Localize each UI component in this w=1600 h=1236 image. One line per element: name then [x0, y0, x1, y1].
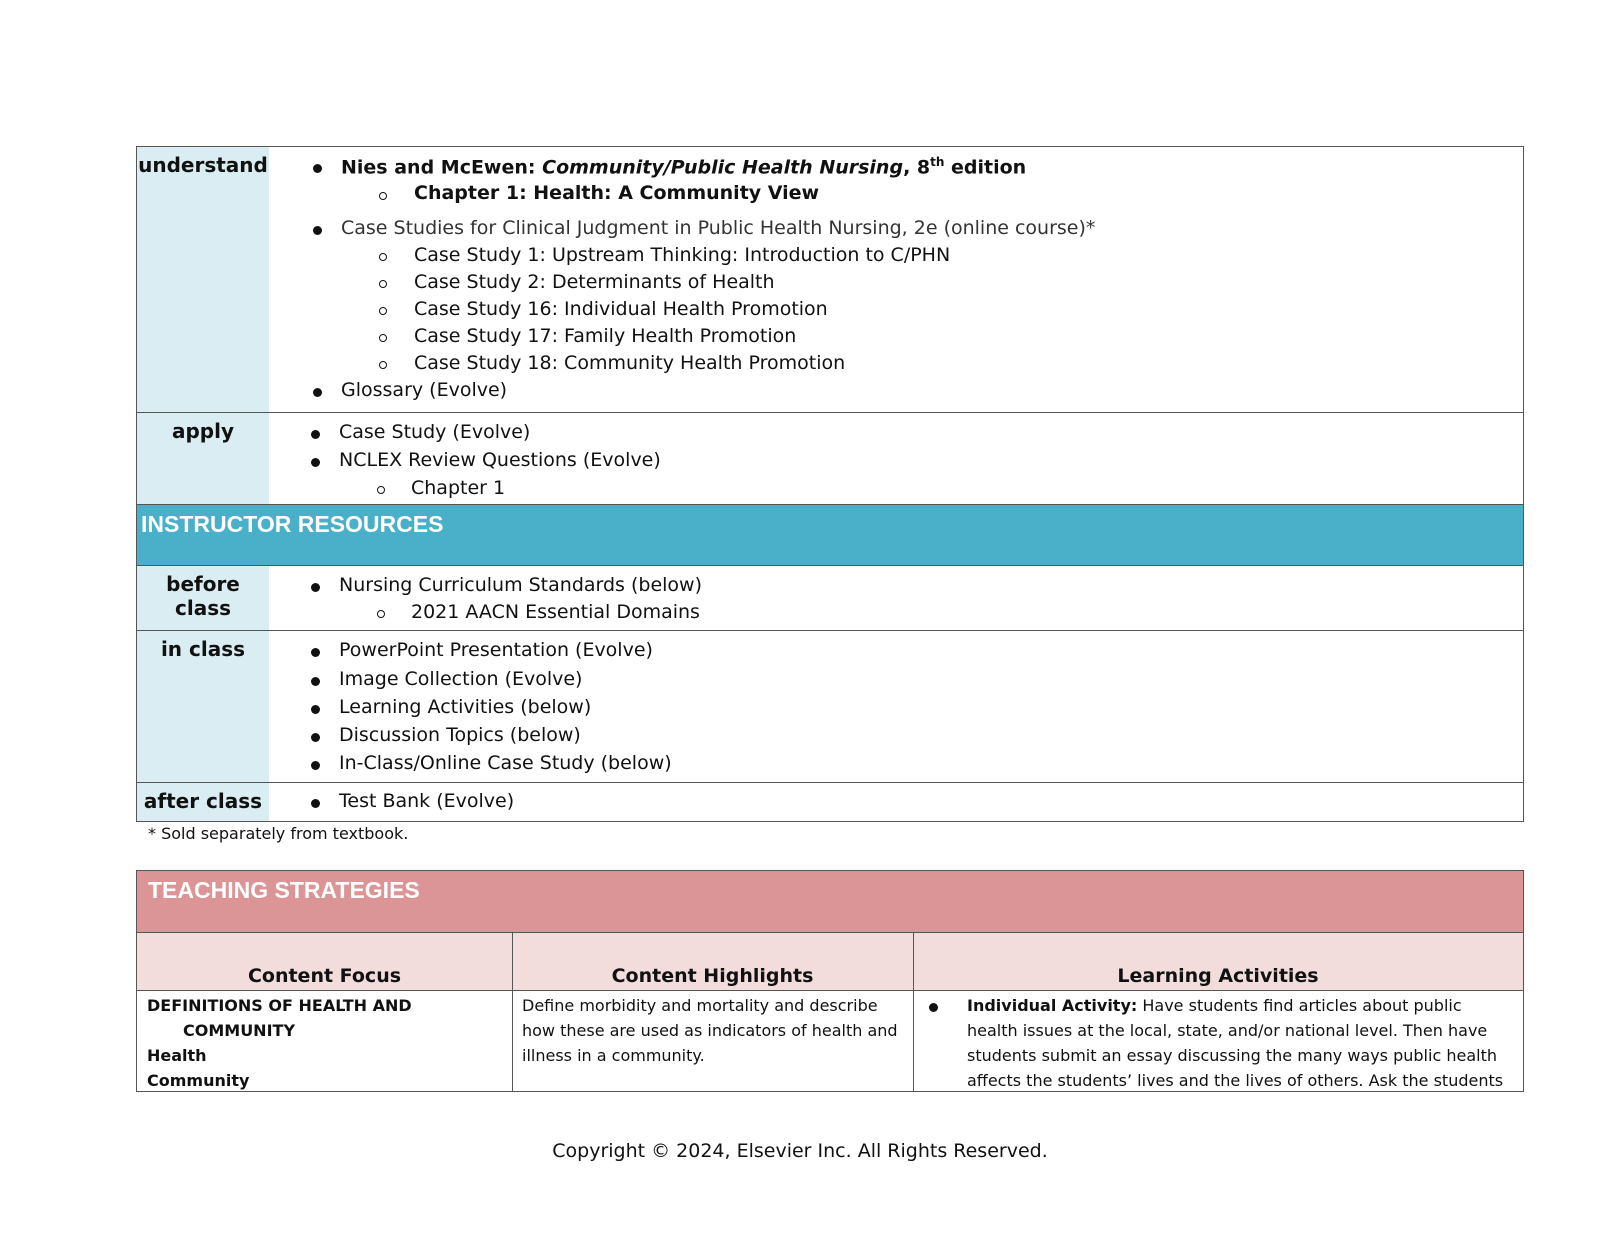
copyright-footer: Copyright © 2024, Elsevier Inc. All Rights Reserved. [552, 1140, 1048, 1162]
sub-bullet-icon [379, 361, 387, 369]
column-header-content-highlights: Content Highlights [512, 933, 913, 991]
bullet-icon [313, 388, 322, 397]
in-class-item: Image Collection (Evolve) [339, 668, 583, 690]
sub-bullet-icon [379, 334, 387, 342]
before-class-sub-item: 2021 AACN Essential Domains [411, 601, 700, 623]
case-study-item: Case Study 1: Upstream Thinking: Introduction to C/PHN [414, 244, 951, 266]
sub-bullet-icon [379, 280, 387, 288]
activity-text: Have students find articles about public health issues at the local, state, and/or national level. Then have students submit an essay discussing the many ways public health affects the students’ lives and the lives of others. Ask the students [967, 996, 1504, 1090]
content-focus-line: COMMUNITY [183, 1021, 296, 1040]
bullet-icon [311, 430, 320, 439]
before-class-item: Nursing Curriculum Standards (below) [339, 574, 703, 596]
bullet-icon [313, 226, 322, 235]
column-header-content-focus: Content Focus [137, 933, 512, 991]
after-class-item: Test Bank (Evolve) [339, 790, 515, 812]
teaching-strategies-heading: TEACHING STRATEGIES [137, 871, 1523, 933]
content-focus-line: Health [147, 1046, 207, 1065]
in-class-row [137, 631, 1523, 783]
sub-bullet-icon [377, 610, 385, 618]
case-course: Case Studies for Clinical Judgment in Public Health Nursing, 2e (online course)* [341, 217, 1096, 239]
bullet-icon [311, 458, 320, 467]
bullet-icon [311, 583, 320, 592]
content-focus-cell [137, 991, 512, 1091]
bullet-icon [311, 761, 320, 770]
case-study-item: Case Study 2: Determinants of Health [414, 271, 775, 293]
bullet-icon [929, 1003, 938, 1012]
bullet-icon [311, 705, 320, 714]
in-class-item: Learning Activities (below) [339, 696, 592, 718]
before-class-row [137, 566, 1523, 631]
in-class-item: In-Class/Online Case Study (below) [339, 752, 672, 774]
apply-row [137, 413, 1523, 505]
content-highlights-cell: Define morbidity and mortality and describe how these are used as indicators of health and illness in a community. [522, 996, 898, 1065]
row-label-after-class: after class [137, 783, 269, 821]
row-label-in-class: in class [137, 631, 269, 782]
sub-bullet-icon [379, 253, 387, 261]
teaching-strategies-table [136, 870, 1524, 1092]
sub-bullet-icon [377, 486, 385, 494]
bullet-icon [313, 164, 322, 173]
content-focus-line: Community [147, 1071, 250, 1090]
textbook-line: Nies and McEwen: Community/Public Health Nursing, 8th edition [341, 155, 1027, 179]
case-study-item: Case Study 17: Family Health Promotion [414, 325, 797, 347]
learning-activities-cell [913, 991, 1523, 1091]
understand-row [137, 147, 1523, 413]
apply-sub-item: Chapter 1 [411, 477, 506, 499]
bullet-icon [311, 648, 320, 657]
resources-table [136, 146, 1524, 822]
activity-label: Individual Activity: [967, 996, 1138, 1015]
apply-item: NCLEX Review Questions (Evolve) [339, 449, 661, 471]
column-header-learning-activities: Learning Activities [913, 933, 1523, 991]
row-label-before-class: before class [137, 566, 269, 630]
textbook-chapter: Chapter 1: Health: A Community View [414, 182, 820, 204]
bullet-icon [311, 733, 320, 742]
footnote: * Sold separately from textbook. [148, 824, 409, 843]
bullet-icon [311, 677, 320, 686]
bullet-icon [311, 799, 320, 808]
row-label-apply: apply [137, 413, 269, 504]
after-class-row [137, 783, 1523, 821]
case-study-item: Case Study 18: Community Health Promotion [414, 352, 846, 374]
case-study-item: Case Study 16: Individual Health Promotion [414, 298, 828, 320]
glossary-item: Glossary (Evolve) [341, 379, 508, 401]
in-class-item: PowerPoint Presentation (Evolve) [339, 639, 653, 661]
apply-item: Case Study (Evolve) [339, 421, 531, 443]
sub-bullet-icon [379, 307, 387, 315]
sub-bullet-icon [379, 192, 387, 200]
row-label-understand: understand [137, 147, 269, 412]
content-focus-line: DEFINITIONS OF HEALTH AND [147, 996, 412, 1015]
in-class-item: Discussion Topics (below) [339, 724, 581, 746]
instructor-resources-heading: INSTRUCTOR RESOURCES [137, 505, 1523, 566]
